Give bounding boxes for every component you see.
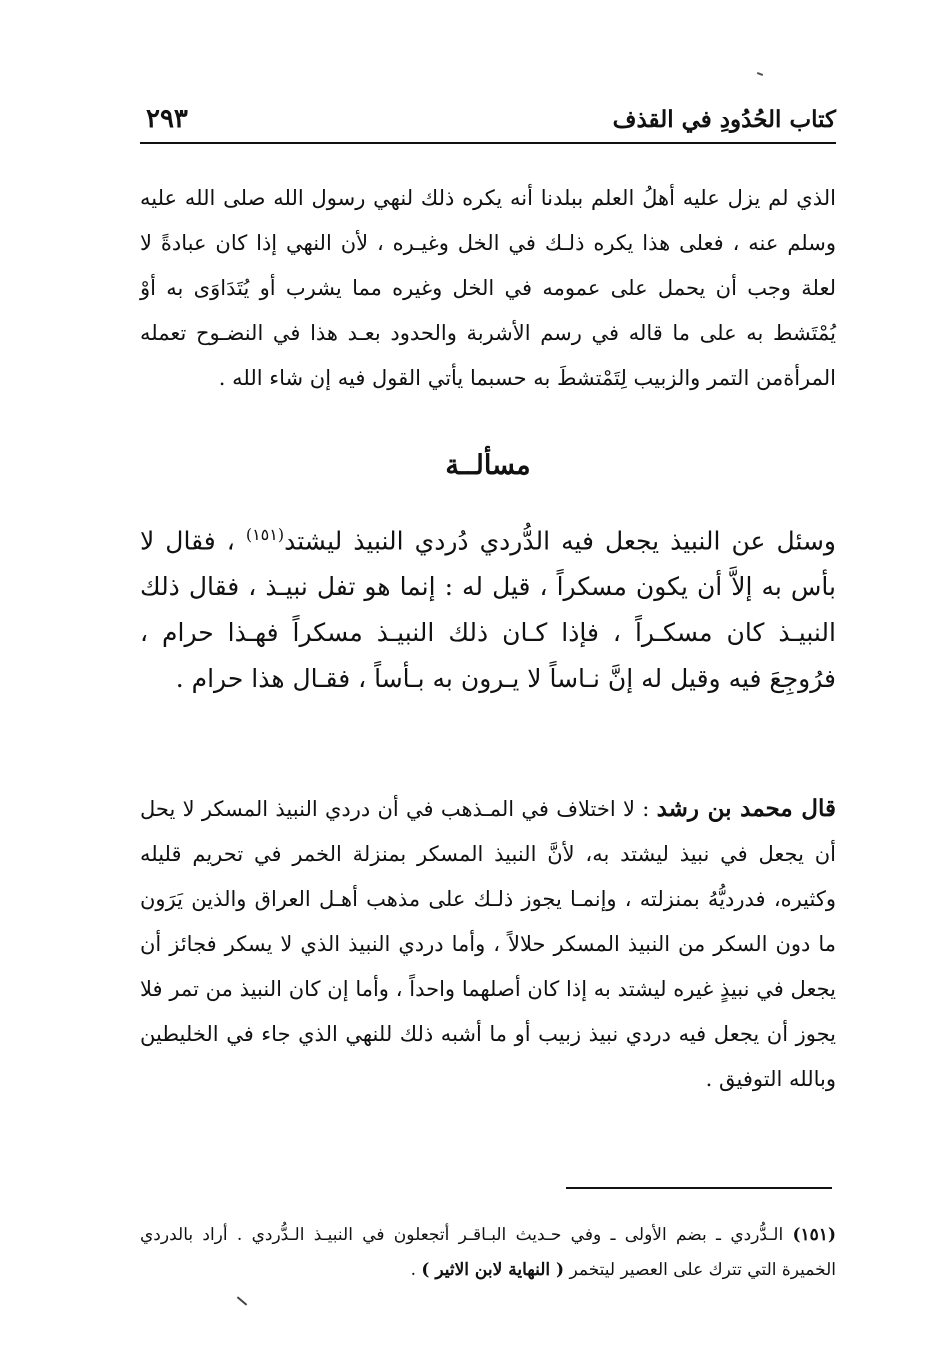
footnote-end: . — [410, 1260, 422, 1280]
question-paragraph — [140, 512, 836, 702]
scan-speck — [757, 72, 763, 76]
question-rest: ، فقال لا بأس به إلاَّ أن يكون مسكراً ، قيل له : إنما هو تفل نبيـذ ، فقال ذلك النبيـذ كان مسكـراً ، فإذا كـان ذلك النبيـذ مسكراً فهـذا حرام ، فرُوجِعَ فيه وقيل له إنَّ نـاساً لا يـرون به بـأساً ، فقـال هذا حرام . — [140, 526, 836, 694]
question-lead: وسئل عن النبيذ يجعل فيه الدُّردي دُردي النبيذ ليشتد — [284, 526, 836, 556]
footnote-text: الـدُّردي ـ بضم الأولى ـ وفي حـديث البـاقـر أتجعلون في النبيـذ الـدُّردي . أراد بالدردي الخميرة التي تترك على العصير ليتخمر — [140, 1225, 836, 1280]
commentary-text: : لا اختلاف في المـذهب في أن دردي النبيذ المسكر لا يحل أن يجعل في نبيذ ليشتد به، لأنَّ النبيذ المسكر بمنزلة الخمر في تحريم قليله وكثيره، فدرديُّهُ بمنزلته ، وإنمـا يجوز ذلـك على مذهب أهـل العراق والذين يَرَون ما دون السكر من النبيذ المسكر حلالاً ، وأما دردي النبيذ الذي لا يسكر فجائز أن يجعل في نبيذٍ غيره ليشتد به إذا كان أصلهما واحداً ، وأما إن كان النبيذ من تمر فلا يجوز أن يجعل فيه دردي نبيذ زبيب أو ما أشبه ذلك للنهي الذي جاء في الخليطين وبالله التوفيق . — [140, 797, 836, 1091]
footnote-number: (١٥١) — [792, 1225, 836, 1245]
running-title: كتاب الحُدُودِ في القذف — [612, 106, 836, 133]
page-header — [140, 104, 836, 144]
footnote — [140, 1218, 836, 1288]
footnote-reference[interactable]: (١٥١) — [245, 525, 285, 544]
paragraph-continuation: الذي لم يزل عليه أهلُ العلم ببلدنا أنه يكره ذلك لنهي رسول الله صلى الله عليه وسلم عنه ، فعلى هذا يكره ذلـك في الخل وغيـره ، لأن النهي إذا كان عبادةً لا لعلة وجب أن يحمل على عمومه في الخل وغيره مما يشرب أو يُتَدَاوَى به أوْ يُمْتَشط به على ما قاله في رسم الأشربة والحدود بعـد هذا في النضـوح تعمله المرأةمن التمر والزبيب لِتَمْتشطَ به حسبما يأتي القول فيه إن شاء الله . — [140, 186, 836, 390]
section-heading: مسألــة — [445, 450, 531, 481]
page-number: ٢٩٣ — [146, 104, 188, 134]
commentary-paragraph — [140, 786, 836, 1102]
footnote-source: ( النهاية لابن الاثير ) — [421, 1260, 565, 1280]
commentator-name: قال محمد بن رشد — [656, 795, 837, 822]
scan-mark — [237, 1296, 247, 1305]
footnote-separator — [566, 1187, 832, 1189]
